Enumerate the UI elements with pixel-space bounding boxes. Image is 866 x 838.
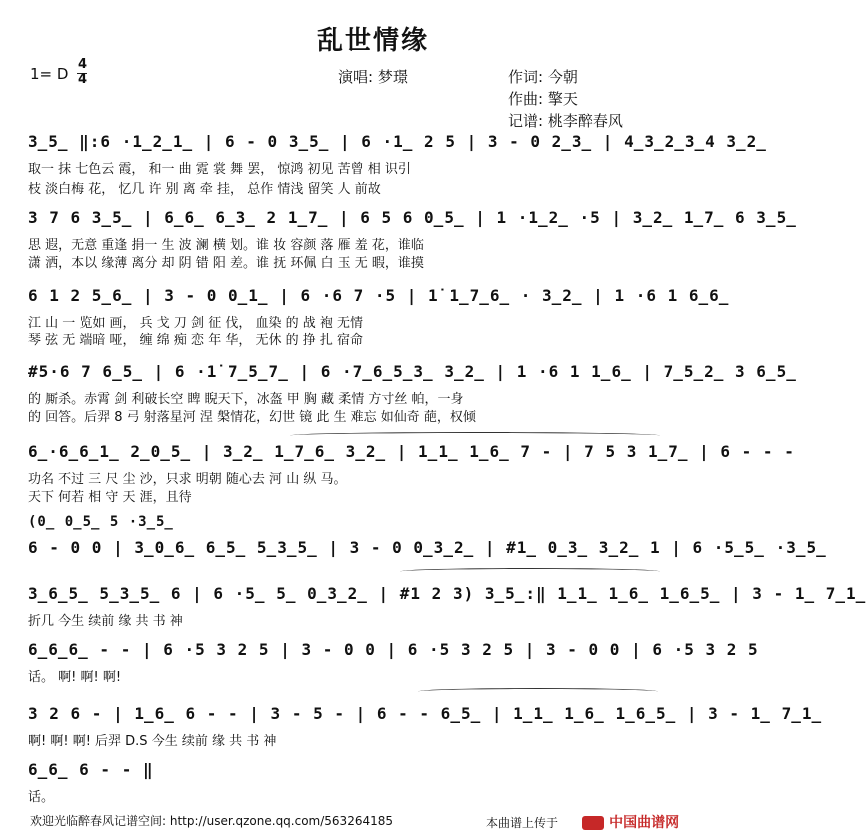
volta-bracket-1 (290, 432, 660, 439)
score-row-6-notes-upper: (0̲ 0̲5̲ 5 ·3̲5̲ (28, 514, 174, 530)
site-logo (582, 812, 679, 832)
score-row-3-notes: 6 1 2 5̲6̲ | 3 - 0 0̲1̲ | 6 ·6 7 ·5 | 1̇ 1̲7̲6̲ · 3̲2̲ | 1 ·6 1 6̲6̲ (28, 286, 730, 305)
page-title: 乱世情缘 (317, 26, 430, 56)
footer-upload-note: 本曲谱上传于 (486, 816, 559, 830)
time-signature-bottom: 4 (78, 72, 88, 87)
key-signature: 1= D (30, 65, 69, 83)
score-row-1-notes: 3̲5̲ ‖:6 ·1̲2̲1̲ | 6 - 0 3̲5̲ | 6 ·1̲ 2 5 | 3 - 0 2̲3̲ | 4̲3̲2̲3̲4 3̲2̲ (28, 132, 767, 151)
score-row-7-lyric-1: 折几 今生 续前 缘 共 书 神 (28, 614, 183, 629)
score-row-10-lyric-1: 话。 (28, 790, 55, 805)
logo-text: 中国曲谱网 (609, 815, 680, 831)
score-row-8-lyric-1: 话。 啊! 啊! 啊! (28, 670, 122, 685)
score-row-2-notes: 3 7 6 3̲5̲ | 6̲6̲ 6̲3̲ 2 1̲7̲ | 6 5 6 0̲5̲ | 1 ·1̲2̲ ·5 | 3̲2̲ 1̲7̲ 6 3̲5̲ (28, 208, 797, 227)
score-row-8-notes: 6̲6̲6̲ - - | 6 ·5 3 2 5 | 3 - 0 0 | 6 ·5 3 2 5 | 3 - 0 0 | 6 ·5 3 2 5 (28, 640, 759, 659)
score-row-5-lyric-1: 功名 不过 三 尺 尘 沙，只求 明朝 随心去 河 山 纵 马。 (28, 472, 347, 487)
score-row-1-lyric-2: 枝 淡白梅 花， 忆几 许 别 离 牵 挂， 总作 情浅 留笑 人 前故 (28, 182, 381, 197)
score-row-9-notes: 3 2 6 - | 1̲6̲ 6 - - | 3 - 5 - | 6 - - 6̲5̲ | 1̲1̲ 1̲6̲ 1̲6̲5̲ | 3 - 1̲ 7̲1̲ (28, 704, 823, 723)
time-signature-top: 4 (78, 57, 88, 72)
score-row-4-notes: #5·6 7 6̲5̲ | 6 ·1̇ 7̲5̲7̲ | 6 ·7̲6̲5̲3̲ 3̲2̲ | 1 ·6 1 1̲6̲ | 7̲5̲2̲ 3 6̲5̲ (28, 362, 797, 381)
score-row-7-notes: 3̲6̲5̲ 5̲3̲5̲ 6 | 6 ·5̲ 5̲ 0̲3̲2̲ | #1 2 3) 3̲5̲:‖ 1̲1̲ 1̲6̲ 1̲6̲5̲ | 3 - 1̲ 7̲1̲ (28, 584, 866, 603)
logo-icon (582, 816, 604, 830)
score-row-3-lyric-2: 琴 弦 无 端暗 哑， 缠 绵 痴 恋 年 华， 无休 的 挣 扎 宿命 (28, 333, 363, 348)
score-row-3-lyric-1: 江 山 一 览如 画， 兵 戈 刀 剑 征 伐， 血染 的 战 袍 无情 (28, 316, 363, 331)
lyricist: 作词: 今朝 (508, 68, 578, 86)
volta-bracket-2 (400, 568, 660, 575)
footer-website-note: 欢迎光临醉春风记谱空间: http://user.qzone.qq.com/563264185 (30, 814, 394, 828)
score-row-1-lyric-1: 取一 抹 七色云 霞， 和一 曲 霓 裳 舞 罢， 惊鸿 初见 苦曾 相 识引 (28, 162, 411, 177)
score-row-2-lyric-2: 潇 洒，本以 缘薄 离分 却 阴 错 阳 差。谁 抚 环佩 白 玉 无 暇，谁摸 (28, 256, 424, 271)
transcriber: 记谱: 桃李醉春风 (508, 112, 623, 130)
score-row-5-notes: 6̲·6̲6̲1̲ 2̲0̲5̲ | 3̲2̲ 1̲7̲6̲ 3̲2̲ | 1̲1̲ 1̲6̲ 7 - | 7 5 3 1̲7̲ | 6 - - - (28, 442, 795, 461)
score-row-9-lyric-1: 啊! 啊! 啊! 后羿 D.S 今生 续前 缘 共 书 神 (28, 734, 277, 749)
score-row-2-lyric-1: 思 遐，无意 重逢 捐一 生 波 澜 横 划。谁 妆 容颜 落 雁 羞 花，谁临 (28, 238, 424, 253)
singer: 演唱: 梦璟 (338, 68, 408, 86)
composer: 作曲: 擎天 (508, 90, 578, 108)
score-row-4-lyric-1: 的 厮杀。赤霄 剑 利破长空 睥 睨天下，冰盔 甲 胸 藏 柔情 方寸丝 帕，一身 (28, 392, 464, 407)
volta-bracket-3 (418, 688, 658, 695)
score-row-4-lyric-2: 的 回答。后羿 8 弓 射落星河 涅 槃情花，幻世 镜 此 生 难忘 如仙奇 葩，权倾 (28, 410, 476, 425)
score-row-5-lyric-2: 天下 何若 相 守 天 涯，且待 (28, 490, 192, 505)
score-row-6-notes: 6 - 0 0 | 3̲0̲6̲ 6̲5̲ 5̲3̲5̲ | 3 - 0 0̲3̲2̲ | #1̲ 0̲3̲ 3̲2̲ 1 | 6 ·5̲5̲ ·3̲5̲ (28, 538, 827, 557)
score-row-10-notes: 6̲6̲ 6 - - ‖ (28, 760, 154, 779)
